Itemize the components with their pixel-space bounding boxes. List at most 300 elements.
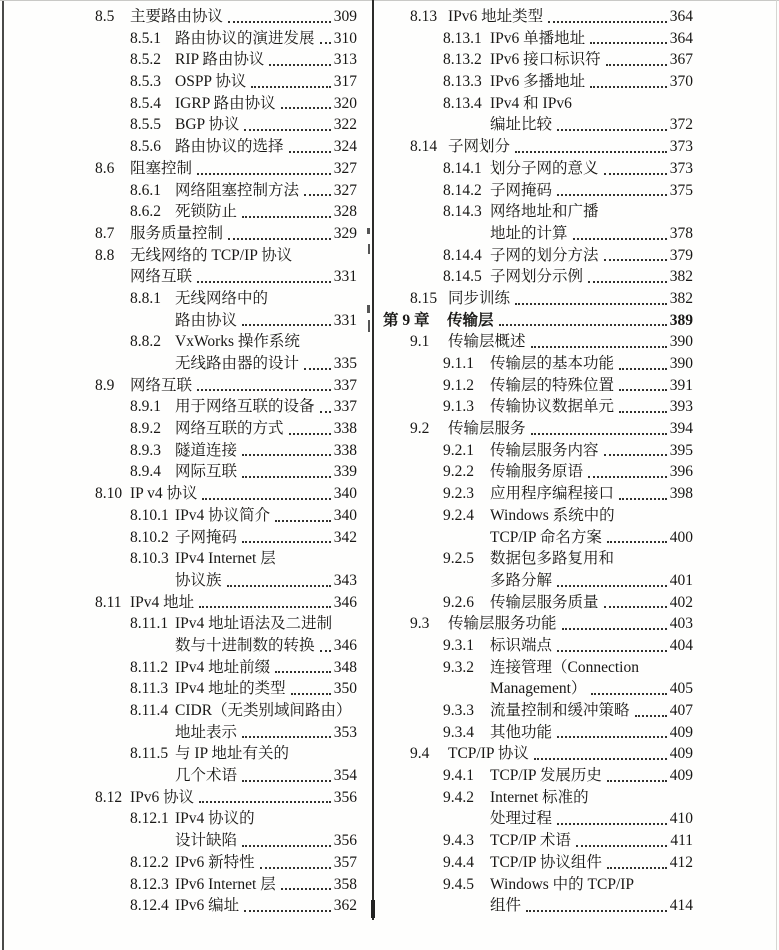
toc-entry-title: 其他功能 bbox=[490, 723, 553, 741]
toc-entry-number: 8.14.2 bbox=[443, 181, 482, 199]
toc-entry-line bbox=[383, 223, 693, 245]
toc-entry-title: IPv4 和 IPv6 bbox=[490, 94, 572, 112]
dot-leader bbox=[635, 715, 667, 717]
dot-leader bbox=[199, 606, 331, 608]
toc-entry-title: 传输层的特殊位置 bbox=[490, 376, 615, 394]
toc-entry-line bbox=[383, 787, 693, 809]
toc-entry-page-number: 357 bbox=[333, 853, 357, 871]
toc-entry-page-number: 337 bbox=[333, 376, 357, 394]
toc-entry-page-number: 410 bbox=[669, 810, 693, 828]
dot-leader bbox=[607, 867, 667, 869]
toc-entry-line bbox=[383, 874, 693, 896]
toc-entry-line bbox=[383, 353, 693, 375]
toc-entry-page-number: 338 bbox=[333, 441, 357, 459]
toc-entry-title: 标识端点 bbox=[490, 636, 553, 654]
toc-entry-title: 服务质量控制 bbox=[130, 224, 224, 242]
toc-entry-line bbox=[383, 180, 693, 202]
toc-entry-page-number: 372 bbox=[669, 116, 693, 134]
dot-leader bbox=[320, 411, 331, 413]
toc-entry-line bbox=[95, 461, 357, 483]
toc-entry-line bbox=[383, 743, 693, 765]
toc-entry-page-number: 356 bbox=[333, 788, 357, 806]
dot-leader bbox=[531, 433, 667, 435]
toc-entry-line bbox=[95, 396, 357, 418]
toc-entry-number: 8.6 bbox=[95, 159, 115, 177]
toc-entry-title: 路由协议 bbox=[175, 311, 238, 329]
toc-entry-line bbox=[95, 93, 357, 115]
toc-entry-line bbox=[95, 657, 357, 679]
toc-entry-line bbox=[95, 743, 357, 765]
toc-entry-title: IPv6 接口标识符 bbox=[490, 51, 601, 69]
toc-entry-line bbox=[95, 678, 357, 700]
toc-entry-line bbox=[95, 223, 357, 245]
toc-entry-page-number: 340 bbox=[333, 485, 357, 503]
dot-leader bbox=[515, 303, 667, 305]
toc-entry-number: 9.3.1 bbox=[443, 636, 474, 654]
scan-artifact bbox=[367, 305, 370, 313]
toc-entry-title: TCP/IP 命名方案 bbox=[490, 528, 602, 546]
dot-leader bbox=[607, 541, 667, 543]
dot-leader bbox=[242, 324, 331, 326]
toc-entry-number: 8.5 bbox=[95, 8, 115, 25]
toc-entry-number: 8.14.1 bbox=[443, 159, 482, 177]
dot-leader bbox=[604, 454, 667, 456]
dot-leader bbox=[289, 433, 331, 435]
toc-entry-line bbox=[383, 331, 693, 353]
dot-leader bbox=[531, 346, 667, 348]
toc-entry-line bbox=[95, 310, 357, 332]
toc-entry-page-number: 382 bbox=[669, 289, 693, 307]
toc-entry-line bbox=[95, 375, 357, 397]
toc-entry-title: 传输协议数据单元 bbox=[490, 398, 615, 416]
toc-entry-number: 8.11.5 bbox=[130, 745, 169, 763]
toc-entry-page-number: 338 bbox=[333, 420, 357, 438]
toc-entry-number: 9.4.2 bbox=[443, 788, 474, 806]
toc-entry-line bbox=[95, 635, 357, 657]
toc-entry-title: Internet 标准的 bbox=[490, 788, 589, 806]
toc-entry-title: 网络地址和广播 bbox=[490, 203, 599, 221]
toc-entry-line bbox=[383, 201, 693, 223]
toc-entry-page-number: 412 bbox=[669, 853, 693, 871]
toc-entry-number: 8.9.4 bbox=[130, 463, 161, 481]
toc-entry-page-number: 328 bbox=[333, 203, 357, 221]
toc-entry-line bbox=[95, 700, 357, 722]
toc-entry-title: IPv6 协议 bbox=[130, 788, 195, 806]
dot-leader bbox=[590, 42, 667, 44]
toc-entry-line bbox=[95, 505, 357, 527]
toc-entry-line bbox=[383, 483, 693, 505]
toc-entry-title: BGP 协议 bbox=[175, 116, 240, 134]
toc-entry-page-number: 400 bbox=[669, 528, 693, 546]
dot-leader bbox=[619, 389, 667, 391]
toc-entry-line bbox=[95, 71, 357, 93]
toc-entry-number: 9.4.1 bbox=[443, 767, 474, 785]
toc-entry-line bbox=[95, 548, 357, 570]
toc-entry-number: 8.5.4 bbox=[130, 94, 161, 112]
toc-entry-title: IPv4 Internet 层 bbox=[175, 550, 276, 568]
toc-entry-title: 传输层概述 bbox=[448, 333, 526, 351]
toc-entry-line bbox=[95, 180, 357, 202]
toc-entry-page-number: 394 bbox=[669, 420, 693, 438]
toc-entry-number: 8.12 bbox=[95, 788, 123, 806]
dot-leader bbox=[228, 238, 331, 240]
dot-leader bbox=[242, 780, 331, 782]
toc-entry-title: 连接管理（Connection bbox=[490, 658, 639, 676]
toc-entry-page-number: 390 bbox=[669, 355, 693, 372]
dot-leader bbox=[244, 129, 330, 131]
toc-entry-line bbox=[95, 765, 357, 787]
toc-entry-number: 9.2.4 bbox=[443, 506, 474, 524]
toc-column-left bbox=[95, 6, 357, 917]
toc-entry-line bbox=[383, 245, 693, 267]
toc-entry-page-number: 391 bbox=[669, 376, 693, 394]
toc-entry-line bbox=[383, 700, 693, 722]
toc-entry-page-number: 354 bbox=[333, 767, 357, 785]
toc-entry-title: 路由协议的演进发展 bbox=[175, 29, 315, 47]
toc-entry-title: 网络互联的方式 bbox=[175, 420, 284, 438]
toc-entry-line bbox=[95, 266, 357, 288]
toc-entry-page-number: 409 bbox=[669, 745, 693, 763]
toc-entry-page-number: 398 bbox=[669, 485, 693, 503]
toc-entry-page-number: 405 bbox=[669, 680, 693, 698]
toc-entry-title: 编址比较 bbox=[490, 116, 553, 134]
column-divider-rule bbox=[372, 0, 374, 920]
toc-entry-line bbox=[383, 136, 693, 158]
dot-leader bbox=[557, 194, 667, 196]
toc-entry-title: IPv4 地址语法及二进制 bbox=[175, 615, 333, 633]
toc-entry-number: 8.15 bbox=[410, 289, 438, 307]
toc-entry-number: 8.13.2 bbox=[443, 51, 482, 69]
toc-entry-page-number: 411 bbox=[670, 832, 693, 850]
toc-entry-line bbox=[95, 830, 357, 852]
page-left-edge bbox=[2, 0, 4, 950]
toc-entry-title: Windows 中的 TCP/IP bbox=[490, 875, 635, 893]
dot-leader bbox=[291, 693, 331, 695]
toc-entry-number: 8.8.1 bbox=[130, 289, 161, 307]
toc-entry-number: 9.2.5 bbox=[443, 550, 474, 568]
toc-entry-line bbox=[95, 49, 357, 71]
toc-entry-number: 8.13.4 bbox=[443, 94, 482, 112]
toc-entry-line bbox=[383, 657, 693, 679]
toc-entry-line bbox=[383, 114, 693, 136]
dot-leader bbox=[619, 411, 667, 413]
toc-entry-number: 9.2.3 bbox=[443, 485, 474, 503]
toc-entry-title: IPv4 地址的类型 bbox=[175, 680, 286, 698]
toc-entry-title: TCP/IP 协议 bbox=[448, 745, 529, 763]
toc-entry-line bbox=[383, 613, 693, 635]
toc-entry-number: 9.4 bbox=[410, 745, 430, 763]
dot-leader bbox=[242, 476, 331, 478]
toc-entry-number: 8.5.3 bbox=[130, 73, 161, 91]
toc-entry-title: 传输服务原语 bbox=[490, 463, 584, 481]
toc-entry-page-number: 389 bbox=[669, 311, 693, 329]
dot-leader bbox=[269, 64, 330, 66]
toc-entry-title: OSPP 协议 bbox=[175, 73, 247, 91]
dot-leader bbox=[281, 107, 331, 109]
toc-entry-title: 无线网络的 TCP/IP 协议 bbox=[130, 246, 293, 264]
toc-entry-title: 网络互联 bbox=[130, 376, 193, 394]
toc-entry-title: 数据包多路复用和 bbox=[490, 550, 615, 568]
toc-entry-number: 9.2.1 bbox=[443, 441, 474, 459]
toc-entry-line bbox=[95, 592, 357, 614]
toc-entry-line bbox=[95, 28, 357, 50]
toc-entry-number: 9.3 bbox=[410, 615, 430, 633]
toc-entry-page-number: 350 bbox=[333, 680, 357, 698]
toc-entry-line bbox=[95, 6, 357, 28]
toc-entry-page-number: 407 bbox=[669, 702, 693, 719]
toc-entry-number: 9.1 bbox=[410, 333, 430, 351]
toc-entry-line bbox=[383, 505, 693, 527]
dot-leader bbox=[499, 324, 667, 326]
toc-entry-line bbox=[95, 201, 357, 223]
toc-entry-line bbox=[95, 331, 357, 353]
toc-entry-line bbox=[383, 6, 693, 28]
dot-leader bbox=[197, 281, 331, 283]
dot-leader bbox=[260, 867, 331, 869]
toc-entry-number: 8.5.5 bbox=[130, 116, 161, 134]
toc-entry-page-number: 403 bbox=[669, 615, 693, 633]
toc-entry-page-number: 409 bbox=[669, 767, 693, 785]
toc-entry-line bbox=[383, 288, 693, 310]
page-top-edge bbox=[0, 0, 779, 1]
toc-entry-number: 9.2.6 bbox=[443, 593, 474, 611]
dot-leader bbox=[604, 259, 667, 261]
toc-entry-page-number: 358 bbox=[333, 875, 357, 893]
toc-entry-title: IPv6 单播地址 bbox=[490, 29, 586, 47]
toc-entry-title: IGRP 路由协议 bbox=[175, 94, 276, 112]
toc-entry-title: IPv4 地址 bbox=[130, 593, 195, 611]
toc-entry-line bbox=[95, 895, 357, 917]
toc-entry-number: 8.9.2 bbox=[130, 420, 161, 438]
dot-leader bbox=[304, 368, 331, 370]
toc-entry-number: 8.10.1 bbox=[130, 506, 169, 524]
toc-entry-number: 8.9 bbox=[95, 376, 115, 394]
toc-entry-number: 8.12.1 bbox=[130, 810, 169, 828]
toc-entry-number: 8.5.6 bbox=[130, 138, 161, 156]
toc-entry-title: CIDR（无类别域间路由） bbox=[175, 702, 352, 719]
dot-leader bbox=[588, 476, 667, 478]
toc-entry-page-number: 404 bbox=[669, 636, 693, 654]
dot-leader bbox=[242, 736, 331, 738]
toc-entry-number: 8.6.1 bbox=[130, 181, 161, 199]
toc-entry-title: 阻塞控制 bbox=[130, 159, 193, 177]
toc-entry-page-number: 402 bbox=[669, 593, 693, 611]
toc-entry-number: 8.12.2 bbox=[130, 853, 169, 871]
toc-entry-page-number: 317 bbox=[333, 73, 357, 91]
toc-entry-number: 9.4.5 bbox=[443, 875, 474, 893]
toc-entry-number: 8.11 bbox=[95, 593, 122, 611]
toc-entry-number: 9.2.2 bbox=[443, 463, 474, 481]
toc-entry-line bbox=[383, 158, 693, 180]
dot-leader bbox=[515, 151, 667, 153]
toc-entry-title: 死锁防止 bbox=[175, 203, 238, 221]
toc-entry-title: IP v4 协议 bbox=[130, 485, 198, 503]
toc-entry-line bbox=[383, 548, 693, 570]
toc-column-right bbox=[383, 6, 693, 917]
toc-entry-number: 8.10 bbox=[95, 485, 123, 503]
dot-leader bbox=[289, 151, 331, 153]
toc-entry-line bbox=[95, 874, 357, 896]
toc-entry-line bbox=[95, 418, 357, 440]
toc-entry-line bbox=[383, 310, 693, 332]
toc-entry-page-number: 396 bbox=[669, 463, 693, 481]
toc-entry-page-number: 331 bbox=[333, 311, 357, 329]
dot-leader bbox=[251, 86, 330, 88]
toc-entry-number: 9.3.2 bbox=[443, 658, 474, 676]
toc-entry-page-number: 339 bbox=[333, 463, 357, 481]
toc-entry-page-number: 348 bbox=[333, 658, 357, 676]
toc-entry-line bbox=[95, 136, 357, 158]
toc-entry-line bbox=[383, 93, 693, 115]
toc-entry-number: 8.9.1 bbox=[130, 398, 161, 416]
toc-entry-line bbox=[383, 266, 693, 288]
toc-entry-title: 主要路由协议 bbox=[130, 8, 224, 25]
toc-entry-number: 8.8 bbox=[95, 246, 115, 264]
toc-entry-page-number: 343 bbox=[333, 571, 357, 589]
toc-entry-number: 8.13 bbox=[410, 8, 438, 25]
toc-entry-number: 9.1.3 bbox=[443, 398, 474, 416]
toc-entry-title: 流量控制和缓冲策略 bbox=[490, 702, 630, 719]
dot-leader bbox=[304, 194, 331, 196]
toc-entry-line bbox=[383, 592, 693, 614]
dot-leader bbox=[534, 758, 667, 760]
toc-entry-page-number: 324 bbox=[333, 138, 357, 156]
toc-entry-title: 协议族 bbox=[175, 571, 222, 589]
toc-entry-line bbox=[95, 353, 357, 375]
toc-entry-page-number: 346 bbox=[333, 593, 357, 611]
toc-entry-page-number: 346 bbox=[333, 636, 357, 654]
toc-entry-number: 8.5.1 bbox=[130, 29, 161, 47]
toc-entry-number: 8.5.2 bbox=[130, 51, 161, 69]
toc-entry-title: 传输层 bbox=[447, 311, 494, 329]
toc-entry-page-number: 322 bbox=[333, 116, 357, 134]
toc-entry-line bbox=[95, 114, 357, 136]
toc-entry-number: 9.3.3 bbox=[443, 702, 474, 719]
dot-leader bbox=[619, 368, 667, 370]
toc-entry-title: 组件 bbox=[490, 897, 522, 915]
toc-entry-number: 8.6.2 bbox=[130, 203, 161, 221]
toc-entry-title: 传输层服务 bbox=[448, 420, 526, 438]
toc-entry-title: 传输层的基本功能 bbox=[490, 355, 615, 372]
toc-entry-page-number: 335 bbox=[333, 355, 357, 372]
toc-entry-title: 同步训练 bbox=[448, 289, 511, 307]
toc-entry-title: 设计缺陷 bbox=[175, 832, 238, 850]
toc-entry-page-number: 378 bbox=[669, 224, 693, 242]
toc-entry-page-number: 353 bbox=[333, 723, 357, 741]
dot-leader bbox=[242, 216, 331, 218]
toc-entry-line bbox=[95, 483, 357, 505]
toc-entry-line bbox=[95, 808, 357, 830]
toc-entry-page-number: 364 bbox=[669, 8, 693, 25]
dot-leader bbox=[275, 520, 331, 522]
toc-entry-number: 8.7 bbox=[95, 224, 115, 242]
toc-entry-title: TCP/IP 协议组件 bbox=[490, 853, 602, 871]
toc-entry-line bbox=[383, 49, 693, 71]
toc-entry-line bbox=[383, 830, 693, 852]
column-divider-foot bbox=[371, 900, 375, 918]
toc-entry-number: 9.3.4 bbox=[443, 723, 474, 741]
dot-leader bbox=[242, 541, 331, 543]
toc-entry-title: 应用程序编程接口 bbox=[490, 485, 615, 503]
toc-entry-title: 地址的计算 bbox=[490, 224, 568, 242]
dot-leader bbox=[606, 64, 667, 66]
toc-entry-page-number: 401 bbox=[669, 571, 693, 589]
toc-entry-number: 8.11.4 bbox=[130, 702, 169, 719]
toc-entry-line bbox=[383, 527, 693, 549]
toc-entry-title: IPv6 地址类型 bbox=[448, 8, 544, 25]
toc-entry-page-number: 367 bbox=[669, 51, 693, 69]
toc-entry-title: 无线网络中的 bbox=[175, 289, 269, 307]
toc-entry-page-number: 393 bbox=[669, 398, 693, 416]
toc-entry-line bbox=[383, 461, 693, 483]
dot-leader bbox=[197, 173, 331, 175]
dot-leader bbox=[199, 801, 331, 803]
toc-entry-line bbox=[383, 71, 693, 93]
toc-entry-page-number: 320 bbox=[333, 94, 357, 112]
toc-entry-line bbox=[383, 375, 693, 397]
toc-entry-title: 路由协议的选择 bbox=[175, 138, 284, 156]
toc-entry-page-number: 382 bbox=[669, 268, 693, 286]
dot-leader bbox=[604, 606, 667, 608]
toc-entry-number: 8.14.5 bbox=[443, 268, 482, 286]
toc-entry-page-number: 362 bbox=[333, 897, 357, 915]
toc-entry-line bbox=[383, 440, 693, 462]
toc-entry-number: 8.10.2 bbox=[130, 528, 169, 546]
toc-entry-title: IPv6 新特性 bbox=[175, 853, 255, 871]
toc-entry-line bbox=[383, 635, 693, 657]
toc-entry-title: 数与十进制数的转换 bbox=[175, 636, 315, 654]
toc-entry-page-number: 373 bbox=[669, 159, 693, 177]
dot-leader bbox=[557, 823, 667, 825]
toc-entry-number: 8.10.3 bbox=[130, 550, 169, 568]
toc-entry-line bbox=[383, 570, 693, 592]
dot-leader bbox=[557, 650, 667, 652]
dot-leader bbox=[548, 21, 667, 23]
toc-entry-number: 9.4.4 bbox=[443, 853, 474, 871]
toc-entry-title: Windows 系统中的 bbox=[490, 506, 615, 524]
dot-leader bbox=[576, 845, 667, 847]
toc-entry-line bbox=[383, 765, 693, 787]
toc-entry-line bbox=[95, 570, 357, 592]
toc-entry-number: 8.13.1 bbox=[443, 29, 482, 47]
toc-entry-number: 8.14.3 bbox=[443, 203, 482, 221]
toc-entry-line bbox=[383, 808, 693, 830]
toc-entry-title: 多路分解 bbox=[490, 571, 553, 589]
toc-entry-title: 传输层服务内容 bbox=[490, 441, 599, 459]
dot-leader bbox=[320, 42, 331, 44]
toc-entry-title: VxWorks 操作系统 bbox=[175, 333, 300, 351]
dot-leader bbox=[557, 129, 667, 131]
toc-entry-line bbox=[383, 678, 693, 700]
toc-entry-page-number: 356 bbox=[333, 832, 357, 850]
toc-entry-title: 无线路由器的设计 bbox=[175, 355, 300, 372]
scan-artifact bbox=[367, 228, 370, 234]
toc-entry-page-number: 327 bbox=[333, 181, 357, 199]
toc-entry-line bbox=[95, 527, 357, 549]
toc-entry-title: IPv4 地址前缀 bbox=[175, 658, 271, 676]
dot-leader bbox=[242, 845, 331, 847]
toc-entry-line bbox=[95, 440, 357, 462]
toc-entry-title: 传输层服务功能 bbox=[448, 615, 557, 633]
toc-entry-title: TCP/IP 术语 bbox=[490, 832, 571, 850]
toc-entry-page-number: 309 bbox=[333, 8, 357, 25]
toc-entry-page-number: 395 bbox=[669, 441, 693, 459]
toc-entry-title: RIP 路由协议 bbox=[175, 51, 265, 69]
toc-entry-title: 处理过程 bbox=[490, 810, 553, 828]
toc-entry-line bbox=[95, 722, 357, 744]
toc-entry-line bbox=[383, 396, 693, 418]
toc-entry-page-number: 340 bbox=[333, 506, 357, 524]
